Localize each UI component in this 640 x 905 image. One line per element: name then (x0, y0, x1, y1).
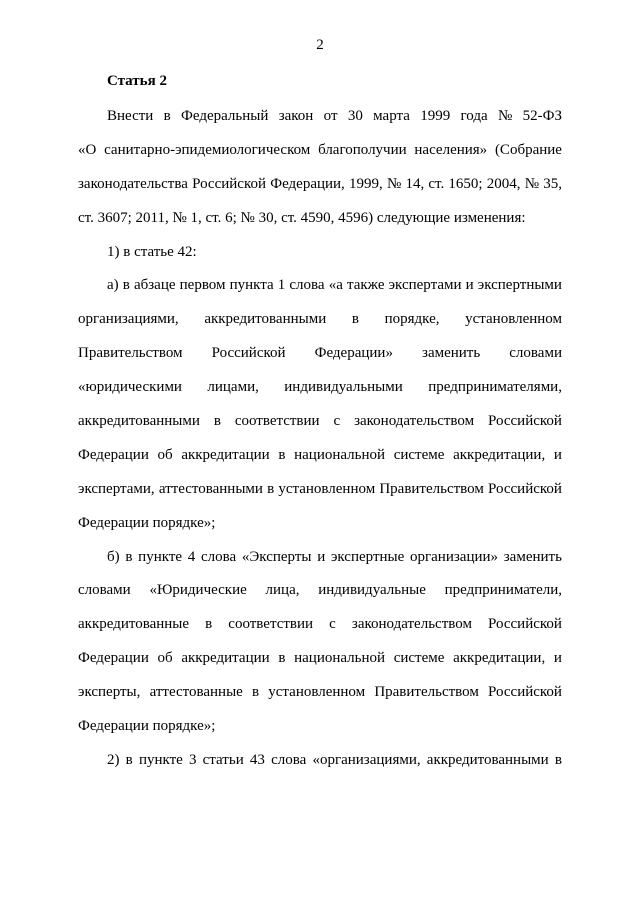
text-word: также (346, 277, 385, 294)
text-word: пункте (138, 548, 183, 565)
text-line (78, 548, 562, 582)
text-word: Федерации (78, 650, 149, 667)
text-word: с (333, 413, 341, 430)
text-line (78, 480, 562, 514)
text-line (78, 175, 562, 209)
text-word: года (460, 108, 488, 124)
text-word: экспертными (477, 277, 562, 294)
text-word: Правительством (379, 480, 484, 497)
text-word: с (329, 616, 336, 633)
text-word: индивидуальные (318, 582, 426, 599)
text-word: национальной (294, 650, 386, 667)
text-word: марта (373, 108, 410, 124)
text-word: индивидуальными (284, 379, 403, 396)
text-word: установленном (268, 684, 366, 701)
text-word: законодательства (78, 175, 188, 192)
text-word: слова (200, 548, 237, 565)
text-word: Российской (488, 684, 562, 701)
text-word: в (122, 277, 130, 294)
text-word: 3 (188, 751, 197, 768)
text-line (78, 378, 562, 412)
text-word: № (524, 175, 540, 192)
text-word: в (125, 548, 133, 565)
text-word: в (267, 480, 275, 497)
text-word: ст. (428, 175, 445, 192)
text-word: об (157, 650, 173, 667)
text-line: 1) в статье 42: (107, 243, 197, 260)
text-line (78, 683, 562, 717)
text-word: б) (107, 548, 120, 565)
text-word: благополучии (318, 141, 407, 158)
text-word: аккредитации (181, 446, 270, 463)
text-word: Федеральный (181, 108, 269, 124)
text-word: 14, (405, 175, 425, 192)
text-line (78, 276, 562, 310)
text-word: населения» (414, 141, 488, 158)
text-word: установленном (465, 311, 562, 328)
text-word: и (553, 446, 562, 463)
text-word: 35, (543, 175, 562, 192)
text-word: (Собрание (494, 141, 562, 158)
text-word: предпринимателями, (428, 379, 562, 396)
text-word: законодательством (354, 413, 475, 430)
text-word: системе (393, 446, 445, 463)
text-word: «Эксперты (241, 548, 312, 565)
text-word: первом (179, 277, 226, 294)
text-word: в (252, 684, 260, 701)
text-word: Правительством (78, 345, 183, 362)
text-word: Российской (211, 345, 286, 362)
text-word: аккредитованными (204, 311, 327, 328)
text-word: национальной (294, 446, 386, 463)
text-line (78, 310, 562, 344)
text-word: «организациями, (312, 751, 421, 768)
text-word: в (125, 751, 133, 768)
text-word: в (278, 650, 286, 667)
text-word: аккредитации (181, 650, 270, 667)
document-body (78, 107, 562, 785)
text-word: 4 (187, 548, 196, 565)
text-word: «О (78, 141, 97, 158)
text-line (78, 615, 562, 649)
text-word: 52-ФЗ (522, 108, 562, 124)
text-word: в (278, 446, 286, 463)
text-word: Российской (192, 175, 267, 192)
text-word: законодательством (351, 616, 472, 633)
text-word: установленном (278, 480, 376, 497)
text-word: экспертные (330, 548, 405, 565)
text-line: Федерации порядке»; (78, 514, 216, 531)
text-word: аккредитованными (78, 413, 200, 430)
text-word: пункте (138, 751, 183, 768)
text-word: № (497, 108, 513, 124)
text-word: Федерации (78, 446, 149, 463)
text-word: и (317, 548, 326, 565)
text-word: и (553, 650, 562, 667)
text-word: пункта (229, 277, 274, 294)
text-word: 1 (277, 277, 286, 294)
text-word: слова (271, 751, 307, 768)
text-word: 1999, (349, 175, 383, 192)
text-line (78, 581, 562, 615)
text-word: словами (78, 582, 131, 599)
text-line (78, 751, 562, 785)
text-word: эксперты, (78, 684, 141, 701)
text-word: аттестованными (158, 480, 263, 497)
text-word: слова (289, 277, 325, 294)
text-word: «Юридические (149, 582, 247, 599)
text-word: Внести (107, 108, 154, 124)
text-line (78, 107, 562, 141)
text-line (78, 141, 562, 175)
text-word: «юридическими (78, 379, 182, 396)
text-word: лицами, (207, 379, 259, 396)
text-word: в (205, 616, 213, 633)
text-word: Российской (488, 480, 562, 497)
text-line (78, 446, 562, 480)
text-word: 1999 (420, 108, 451, 124)
text-line (78, 649, 562, 683)
text-word: заменить (503, 548, 562, 565)
text-word: аттестованные (149, 684, 243, 701)
text-word: в (163, 108, 171, 124)
text-word: в (554, 751, 562, 768)
text-word: 2) (107, 751, 120, 768)
page-number: 2 (316, 37, 324, 53)
text-word: в (213, 413, 221, 430)
article-title: Статья 2 (107, 73, 167, 89)
text-word: 43 (249, 751, 265, 768)
text-word: Российской (488, 413, 562, 430)
text-word: аккредитованными (426, 751, 549, 768)
text-word: и (465, 277, 474, 294)
text-line: Федерации порядке»; (78, 718, 216, 735)
text-word: соответствии (228, 616, 314, 633)
text-line (78, 412, 562, 446)
text-word: 30 (347, 108, 363, 124)
text-word: об (157, 446, 173, 463)
text-word: Российской (488, 616, 562, 633)
text-word: лица, (265, 582, 300, 599)
text-word: «а (328, 277, 343, 294)
text-word: санитарно-эпидемиологическом (104, 141, 311, 158)
text-word: Федерации, (270, 175, 345, 192)
text-word: организациями, (78, 311, 179, 328)
text-word: словами (509, 345, 562, 362)
text-line: ст. 3607; 2011, № 1, ст. 6; № 30, ст. 4590, 4596) следующие изменения: (78, 209, 526, 226)
text-word: аккредитации, (453, 650, 546, 667)
text-word: аккредитации, (453, 446, 546, 463)
text-word: Правительством (374, 684, 479, 701)
text-word: экспертами, (78, 480, 155, 497)
text-word: от (323, 108, 338, 124)
text-word: в (351, 311, 359, 328)
text-word: закон (278, 108, 314, 124)
text-word: абзаце (133, 277, 176, 294)
text-word: 1650; (448, 175, 483, 192)
text-word: экспертами (388, 277, 462, 294)
text-line (78, 344, 562, 378)
text-word: 2004, (486, 175, 521, 192)
text-word: организации» (410, 548, 499, 565)
text-word: Федерации» (314, 345, 393, 362)
text-word: заменить (422, 345, 481, 362)
text-word: аккредитованные (78, 616, 190, 633)
text-word: предприниматели, (444, 582, 562, 599)
text-word: порядке, (384, 311, 440, 328)
text-word: соответствии (234, 413, 320, 430)
text-word: № (386, 175, 402, 192)
text-word: статьи (202, 751, 244, 768)
text-word: а) (107, 277, 119, 294)
text-word: системе (393, 650, 445, 667)
